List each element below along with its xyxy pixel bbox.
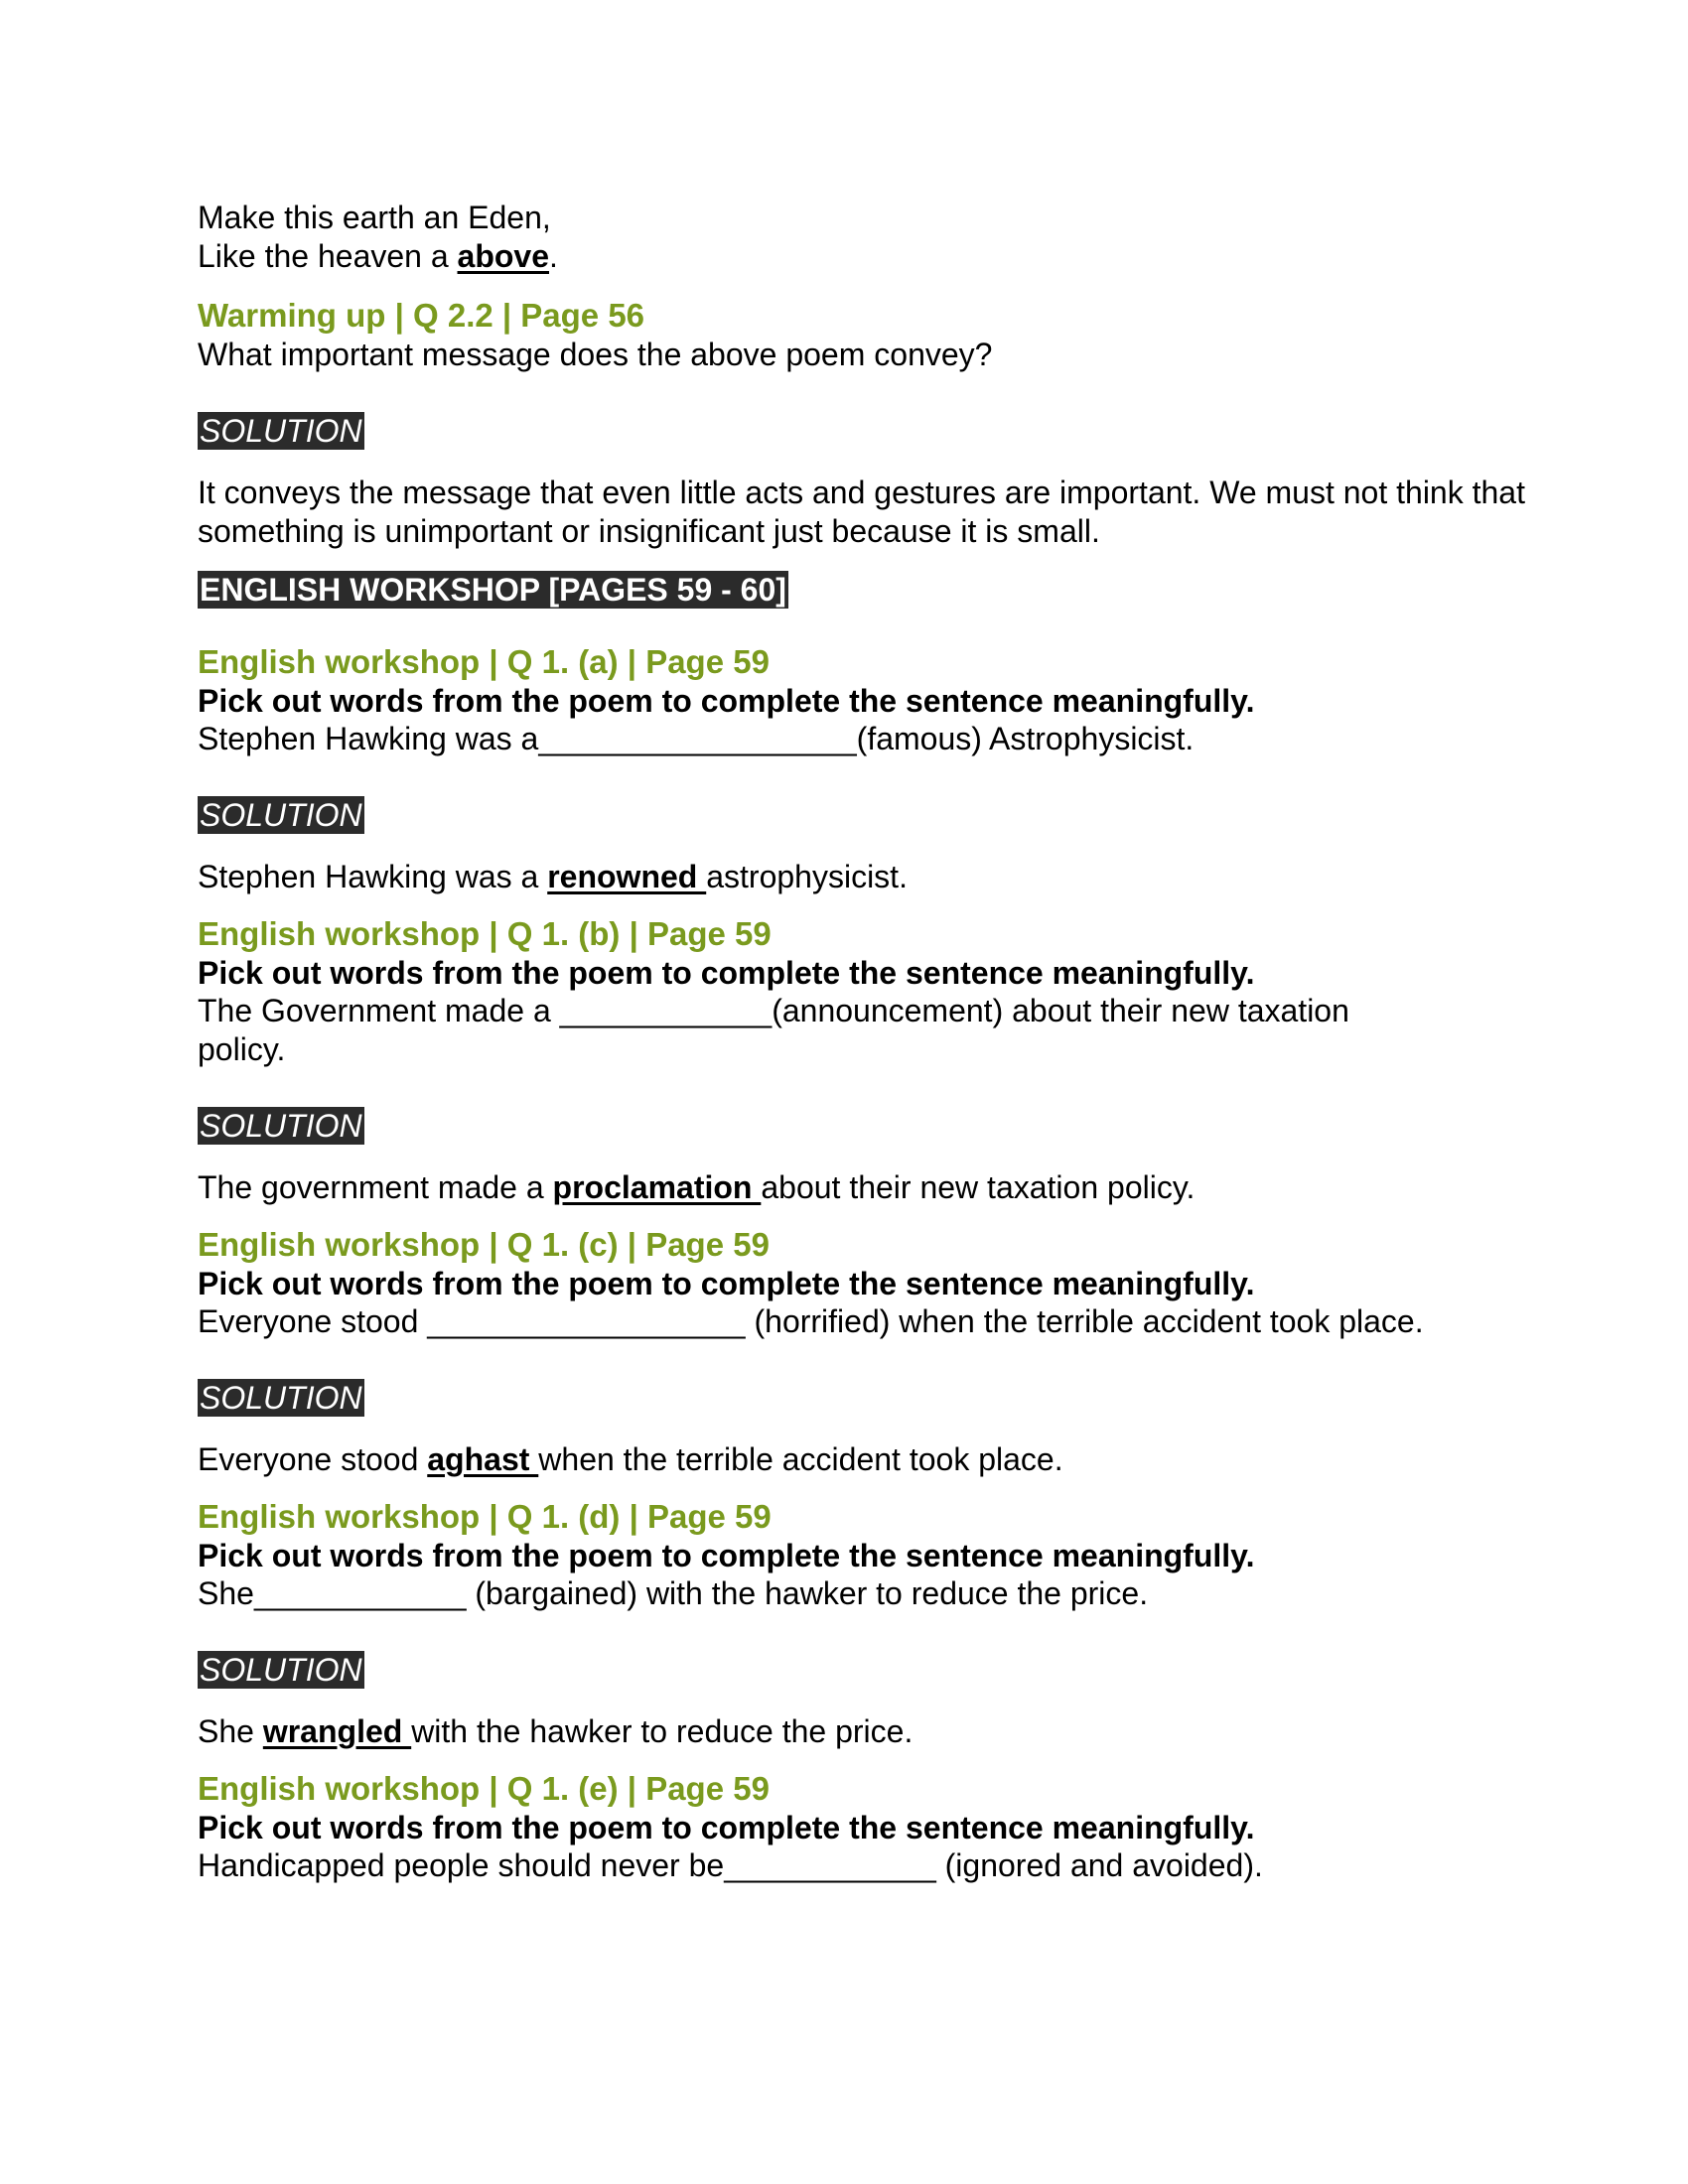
solution-start: Everyone stood	[198, 1441, 428, 1477]
warming-question: What important message does the above poem convey?	[198, 337, 993, 372]
question-sentence	[198, 1846, 1528, 1885]
sentence-start: Handicapped people should never be	[198, 1847, 725, 1883]
warming-answer: It conveys the message that even little acts and gestures are important. We must not think that something is unimportant or insignificant just because it is small.	[198, 475, 1525, 549]
solution-end: about their new taxation policy.	[761, 1169, 1196, 1205]
solution-start: The government made a	[198, 1169, 553, 1205]
solution-label: SOLUTION	[200, 1652, 362, 1688]
question-heading: English workshop | Q 1. (a) | Page 59	[198, 643, 770, 680]
workshop-banner: ENGLISH WORKSHOP [PAGES 59 - 60]	[200, 572, 786, 608]
answer-word: renowned	[547, 859, 707, 894]
solution-end: when the terrible accident took place.	[538, 1441, 1063, 1477]
sentence-start: She	[198, 1575, 254, 1611]
poem-line-2-end: .	[549, 238, 558, 274]
question-sentence	[198, 720, 1528, 758]
poem-line-1: Make this earth an Eden,	[198, 200, 551, 235]
answer-blank: __________________	[538, 721, 857, 756]
poem-line-2-text: Like the heaven a	[198, 238, 458, 274]
question-instruction: Pick out words from the poem to complete the sentence meaningfully.	[198, 1538, 1255, 1573]
question-sentence	[198, 1574, 1528, 1613]
solution-label: SOLUTION	[200, 413, 362, 449]
question-instruction: Pick out words from the poem to complete the sentence meaningfully.	[198, 955, 1255, 991]
solution-end: with the hawker to reduce the price.	[411, 1713, 914, 1749]
answer-word: aghast	[427, 1441, 539, 1477]
answer-word: proclamation	[552, 1169, 762, 1205]
solution-sentence	[198, 1440, 1528, 1479]
poem-line-2	[198, 237, 1528, 276]
solution-sentence	[198, 1168, 1528, 1207]
sentence-start: Everyone stood	[198, 1303, 428, 1339]
answer-word: wrangled	[262, 1713, 412, 1749]
solution-label: SOLUTION	[200, 797, 362, 833]
solution-sentence	[198, 858, 1528, 896]
sentence-end: (announcement) about their new taxation policy.	[198, 993, 1349, 1067]
answer-blank: __________________	[427, 1303, 746, 1339]
question-instruction: Pick out words from the poem to complete the sentence meaningfully.	[198, 1810, 1255, 1845]
answer-blank: ____________	[724, 1847, 936, 1883]
solution-end: astrophysicist.	[706, 859, 908, 894]
sentence-end: (ignored and avoided).	[935, 1847, 1263, 1883]
solution-label: SOLUTION	[200, 1380, 362, 1416]
sentence-start: Stephen Hawking was a	[198, 721, 539, 756]
answer-blank: ____________	[253, 1575, 467, 1611]
sentence-end: (horrified) when the terrible accident took place.	[745, 1303, 1424, 1339]
answer-blank: ____________	[559, 993, 773, 1028]
question-heading: English workshop | Q 1. (d) | Page 59	[198, 1498, 772, 1535]
question-heading: English workshop | Q 1. (b) | Page 59	[198, 915, 772, 952]
solution-start: She	[198, 1713, 263, 1749]
document-page	[198, 199, 1528, 1885]
question-instruction: Pick out words from the poem to complete the sentence meaningfully.	[198, 683, 1255, 719]
question-sentence	[198, 992, 1419, 1069]
solution-start: Stephen Hawking was a	[198, 859, 548, 894]
poem-answer-word: above	[457, 238, 550, 274]
question-heading: English workshop | Q 1. (c) | Page 59	[198, 1226, 770, 1263]
question-instruction: Pick out words from the poem to complete the sentence meaningfully.	[198, 1266, 1255, 1301]
solution-sentence	[198, 1712, 1528, 1751]
solution-label: SOLUTION	[200, 1108, 362, 1144]
question-sentence	[198, 1302, 1528, 1341]
question-heading: English workshop | Q 1. (e) | Page 59	[198, 1770, 770, 1807]
sentence-end: (famous) Astrophysicist.	[856, 721, 1195, 756]
sentence-start: The Government made a	[198, 993, 560, 1028]
sentence-end: (bargained) with the hawker to reduce the price.	[466, 1575, 1149, 1611]
warming-heading: Warming up | Q 2.2 | Page 56	[198, 297, 645, 334]
